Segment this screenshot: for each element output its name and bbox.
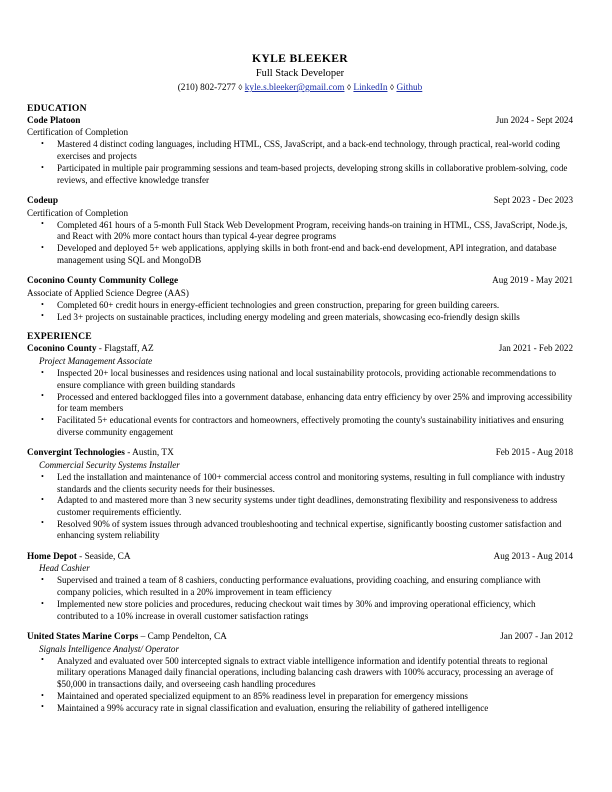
entry-date-range: Sept 2023 - Dec 2023 (493, 194, 573, 205)
bullet-item: • Implemented new store policies and procedures, reducing checkout wait times by 30% and improving operational efficiency, which contributed to a 10% increase in overall customer satisfaction ratings (27, 599, 573, 622)
entry-date-range: Jan 2021 - Feb 2022 (498, 343, 573, 354)
experience-section (27, 331, 573, 714)
organization (27, 448, 174, 460)
bullet-item: • Supervised and trained a team of 8 cashiers, conducting performance evaluations, providing coaching, and ensuring compliance with company policies, which resulted in a 20% improvement in team efficiency (27, 575, 573, 598)
organization (27, 552, 131, 564)
bullet-item: • Completed 60+ credit hours in energy-efficient technologies and green construction, preparing for green building careers. (27, 300, 573, 312)
organization-name: United States Marine Corps (27, 631, 139, 642)
section-heading-experience: EXPERIENCE (27, 331, 92, 343)
email-link[interactable]: kyle.s.bleeker@gmail.com (244, 83, 345, 94)
bullet-list (27, 220, 573, 267)
bullet-list (27, 300, 573, 323)
job-title: Signals Intelligence Analyst/ Operator (39, 643, 180, 654)
phone-number: (210) 802-7277 (177, 83, 236, 94)
contact-line (27, 82, 573, 95)
bullet-list (27, 575, 573, 622)
job-title: Head Cashier (39, 563, 90, 574)
experience-entry (27, 551, 573, 623)
organization-name: Coconino County (27, 344, 97, 355)
bullet-item: • Led the installation and maintenance of 100+ commercial access control and monitoring systems, resulting in full compliance with industry standards and the clients security needs for their businesses. (27, 472, 573, 495)
education-entry (27, 115, 573, 187)
education-entry (27, 195, 573, 267)
resume-header (27, 0, 573, 95)
linkedin-link[interactable]: LinkedIn (353, 83, 388, 94)
organization-location: - Austin, TX (124, 447, 174, 458)
organization-location: - Seaside, CA (76, 551, 131, 562)
organization-name: Code Platoon (27, 115, 81, 126)
github-link[interactable]: Github (396, 83, 423, 94)
bullet-item: • Analyzed and evaluated over 500 intercepted signals to extract viable intelligence information and identify potential threats to regional military operations Managed daily financial operations, including balancing cash drawers with 100% accuracy, processing an average of $50,000 in transactions daily, and overseeing cash handling procedures (27, 656, 573, 691)
bullet-list (27, 656, 573, 715)
job-title: Project Management Associate (39, 356, 153, 367)
entry-date-range: Aug 2019 - May 2021 (492, 275, 573, 286)
bullet-item: • Maintained and operated specialized equipment to an 85% readiness level in preparation for emergency missions (27, 691, 573, 703)
bullet-item: • Led 3+ projects on sustainable practices, including energy modeling and green materials, showcasing eco-friendly design skills (27, 312, 573, 324)
entry-subtitle: Associate of Applied Science Degree (AAS) (27, 287, 189, 298)
education-entry (27, 275, 573, 323)
entry-header (27, 195, 573, 208)
bullet-item: • Mastered 4 distinct coding languages, including HTML, CSS, JavaScript, and a back-end technology, through practical, real-world coding exercises and projects (27, 139, 573, 162)
bullet-item: • Facilitated 5+ educational events for contractors and homeowners, effectively promoting the county's sustainability initiatives and ensuring diverse community engagement (27, 415, 573, 438)
education-entry-list (27, 115, 573, 324)
entry-subtitle: Certification of Completion (27, 207, 129, 218)
entry-header (27, 275, 573, 288)
organization (27, 276, 178, 288)
entry-header (27, 551, 573, 564)
experience-entry (27, 631, 573, 714)
organization (27, 344, 154, 356)
entry-date-range: Jan 2007 - Jan 2012 (500, 630, 573, 641)
diamond-separator-icon: ◊ (238, 82, 243, 92)
entry-subtitle: Certification of Completion (27, 127, 129, 138)
bullet-item: • Resolved 90% of system issues through advanced troubleshooting and technical expertise, significantly boosting customer satisfaction and enhancing system reliability (27, 519, 573, 542)
bullet-list (27, 139, 573, 186)
section-heading-education: EDUCATION (27, 102, 87, 114)
entry-header (27, 631, 573, 644)
experience-entry (27, 447, 573, 542)
bullet-item: • Completed 461 hours of a 5-month Full Stack Web Development Program, receiving hands-on training in HTML, CSS, JavaScript, Node.js, and React with 20% more contact hours than typical 4-year degree programs (27, 220, 573, 243)
bullet-item: • Developed and deployed 5+ web applications, applying skills in both front-end and back-end development, API integration, and database management using SQL and MongoDB (27, 243, 573, 266)
entry-date-range: Aug 2013 - Aug 2014 (493, 550, 573, 561)
entry-header (27, 115, 573, 128)
diamond-separator-icon: ◊ (390, 82, 394, 92)
bullet-item: • Processed and entered backlogged files into a government database, enhancing data entry efficiency by over 25% and improving accessibility for team members (27, 392, 573, 415)
organization-name: Codeup (27, 195, 59, 206)
entry-header (27, 447, 573, 460)
candidate-name: KYLE BLEEKER (251, 52, 348, 65)
entry-header (27, 343, 573, 356)
candidate-job-title: Full Stack Developer (255, 68, 345, 80)
bullet-item: • Maintained a 99% accuracy rate in signal classification and evaluation, ensuring the reliability of gathered intelligence (27, 703, 573, 715)
entry-date-range: Jun 2024 - Sept 2024 (495, 114, 573, 125)
bullet-item: • Inspected 20+ local businesses and residences using national and local sustainability protocols, providing actionable recommendations to ensure compliance with green building standards (27, 368, 573, 391)
job-title: Commercial Security Systems Installer (39, 459, 180, 470)
bullet-item: • Participated in multiple pair programming sessions and team-based projects, developing strong skills in collaborative problem-solving, code reviews, and effective knowledge transfer (27, 163, 573, 186)
entry-date-range: Feb 2015 - Aug 2018 (495, 446, 573, 457)
organization-location: – Camp Pendelton, CA (138, 631, 227, 642)
organization (27, 632, 227, 644)
organization (27, 116, 80, 128)
bullet-list (27, 368, 573, 438)
organization-location: - Flagstaff, AZ (96, 344, 154, 355)
organization-name: Coconino County Community College (27, 276, 179, 287)
diamond-separator-icon: ◊ (346, 82, 351, 92)
experience-entry (27, 343, 573, 438)
organization-name: Home Depot (27, 551, 77, 562)
education-section (27, 103, 573, 324)
bullet-list (27, 472, 573, 542)
bullet-item: • Adapted to and mastered more than 3 new security systems under tight deadlines, demonstrating flexibility and responsiveness to address customer requirements efficiently. (27, 495, 573, 518)
organization (27, 196, 58, 208)
organization-name: Convergint Technologies (27, 447, 125, 458)
experience-entry-list (27, 343, 573, 714)
